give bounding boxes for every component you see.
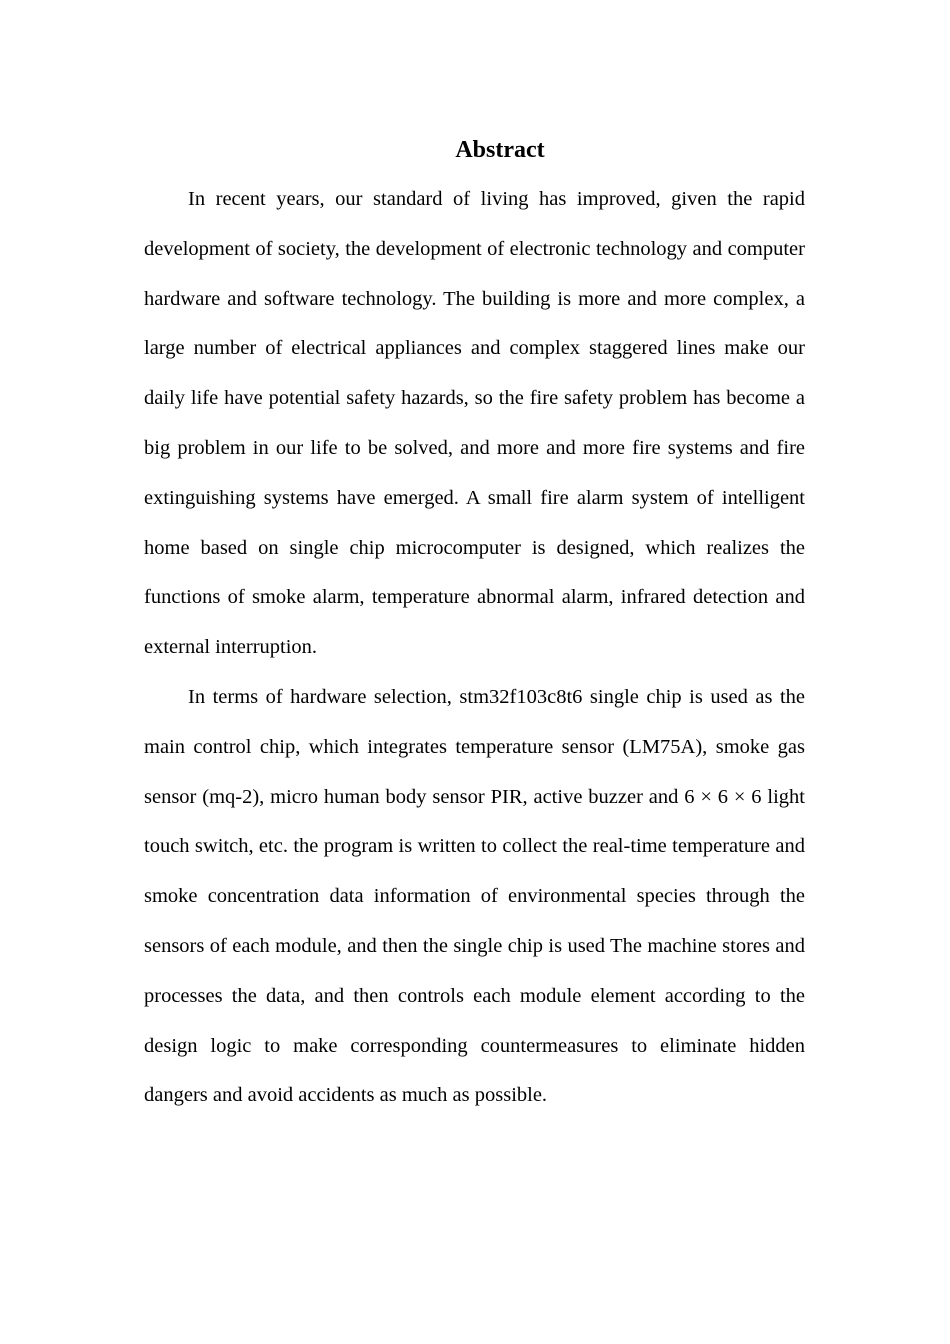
abstract-paragraph-1: In recent years, our standard of living has improved, given the rapid development of society, the development of electronic technology and computer hardware and software technology. The building is more and more complex, a large number of electrical appliances and complex staggered lines make our daily life have potential safety hazards, so the fire safety problem has become a big problem in our life to be solved, and more and more fire systems and fire extinguishing systems have emerged. A small fire alarm system of intelligent home based on single chip microcomputer is designed, which realizes the functions of smoke alarm, temperature abnormal alarm, infrared detection and external interruption.	[144, 188, 805, 659]
abstract-body	[144, 175, 805, 1121]
abstract-title: Abstract	[455, 137, 545, 163]
abstract-paragraph-2: In terms of hardware selection, stm32f103c8t6 single chip is used as the main control chip, which integrates temperature sensor (LM75A), smoke gas sensor (mq-2), micro human body sensor PIR, active buzzer and 6 × 6 × 6 light touch switch, etc. the program is written to collect the real-time temperature and smoke concentration data information of environmental species through the sensors of each module, and then the single chip is used The machine stores and processes the data, and then controls each module element according to the design logic to make corresponding countermeasures to eliminate hidden dangers and avoid accidents as much as possible.	[144, 685, 805, 1107]
